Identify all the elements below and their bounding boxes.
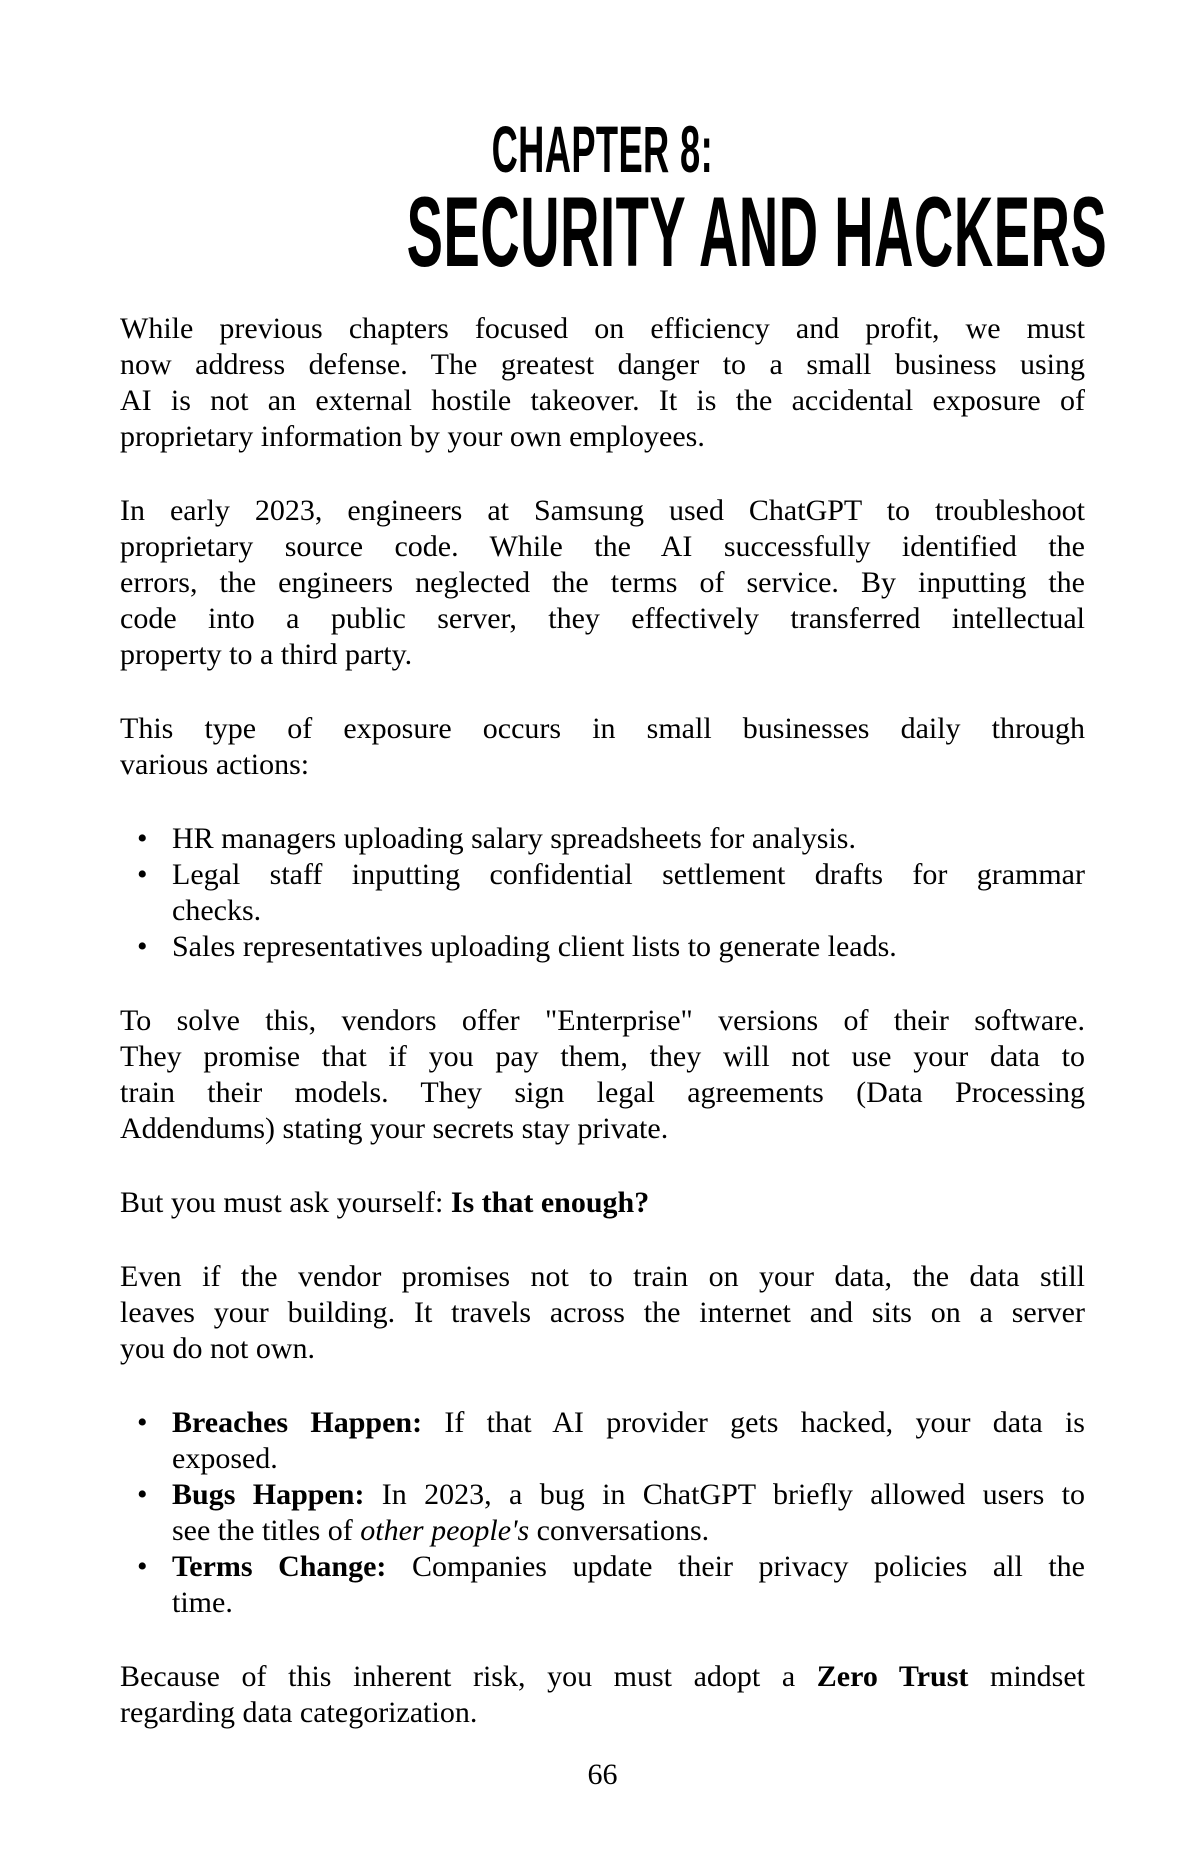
paragraph: [120, 493, 1085, 673]
text-line: Breaches Happen: If that AI provider gets hacked, your data is: [172, 1406, 1085, 1439]
text-line: various actions:: [120, 748, 310, 781]
bullet-item: [120, 857, 1085, 929]
bullet-content: [172, 1477, 1085, 1549]
bullet-dot-icon: •: [137, 858, 148, 891]
text-line: proprietary information by your own employees.: [120, 420, 705, 453]
bullet-item: [120, 1405, 1085, 1477]
text-line: This type of exposure occurs in small businesses daily through: [120, 712, 1085, 745]
bullet-list: [120, 821, 1085, 965]
text-line: Because of this inherent risk, you must adopt a Zero Trust mindset: [120, 1660, 1085, 1693]
text-line: leaves your building. It travels across the internet and sits on a server: [120, 1296, 1085, 1329]
text-line: regarding data categorization.: [120, 1696, 478, 1729]
text-line: see the titles of other people's conversations.: [172, 1514, 710, 1547]
text-line: code into a public server, they effectively transferred intellectual: [120, 602, 1085, 635]
text-line: exposed.: [172, 1442, 278, 1475]
text-line: errors, the engineers neglected the terms of service. By inputting the: [120, 566, 1085, 599]
chapter-number-text: CHAPTER 8:: [491, 112, 714, 186]
text-line: Bugs Happen: In 2023, a bug in ChatGPT briefly allowed users to: [172, 1478, 1085, 1511]
bullet-content: [172, 1405, 1085, 1477]
text-line: proprietary source code. While the AI successfully identified the: [120, 530, 1085, 563]
paragraph: [120, 1185, 1085, 1221]
text-line: Sales representatives uploading client lists to generate leads.: [172, 930, 897, 963]
bullet-item: [120, 1477, 1085, 1549]
page-body: [120, 311, 1085, 1731]
bullet-list: [120, 1405, 1085, 1621]
text-line: time.: [172, 1586, 233, 1619]
text-line: In early 2023, engineers at Samsung used ChatGPT to troubleshoot: [120, 494, 1085, 527]
text-line: Terms Change: Companies update their privacy policies all the: [172, 1550, 1085, 1583]
text-line: But you must ask yourself: Is that enough?: [120, 1186, 650, 1219]
text-line: Even if the vendor promises not to train on your data, the data still: [120, 1260, 1085, 1293]
paragraph: [120, 1659, 1085, 1731]
text-line: While previous chapters focused on efficiency and profit, we must: [120, 312, 1085, 345]
text-line: Addendums) stating your secrets stay private.: [120, 1112, 669, 1145]
bullet-dot-icon: •: [137, 1550, 148, 1583]
bullet-dot-icon: •: [137, 1478, 148, 1511]
bullet-dot-icon: •: [137, 930, 148, 963]
bullet-content: [172, 821, 1085, 857]
bullet-content: [172, 857, 1085, 929]
chapter-title-text: SECURITY AND HACKERS: [406, 176, 1108, 287]
text-line: Legal staff inputting confidential settlement drafts for grammar: [172, 858, 1085, 891]
bullet-content: [172, 1549, 1085, 1621]
paragraph: [120, 1003, 1085, 1147]
page-header: [120, 112, 1108, 287]
text-line: HR managers uploading salary spreadsheets for analysis.: [172, 822, 856, 855]
text-line: checks.: [172, 894, 262, 927]
text-line: now address defense. The greatest danger to a small business using: [120, 348, 1085, 381]
paragraph: [120, 311, 1085, 455]
text-line: train their models. They sign legal agreements (Data Processing: [120, 1076, 1085, 1109]
chapter-number: [120, 112, 1085, 186]
text-line: AI is not an external hostile takeover. It is the accidental exposure of: [120, 384, 1085, 417]
chapter-title: [120, 176, 1108, 287]
bullet-item: [120, 821, 1085, 857]
text-line: property to a third party.: [120, 638, 413, 671]
text-line: To solve this, vendors offer "Enterprise" versions of their software.: [120, 1004, 1085, 1037]
page-number: 66: [587, 1758, 618, 1791]
bullet-dot-icon: •: [137, 1406, 148, 1439]
bullet-item: [120, 1549, 1085, 1621]
bullet-dot-icon: •: [137, 822, 148, 855]
paragraph: [120, 711, 1085, 783]
bullet-content: [172, 929, 1085, 965]
paragraph: [120, 1259, 1085, 1367]
bullet-item: [120, 929, 1085, 965]
text-line: They promise that if you pay them, they will not use your data to: [120, 1040, 1085, 1073]
text-line: you do not own.: [120, 1332, 315, 1365]
